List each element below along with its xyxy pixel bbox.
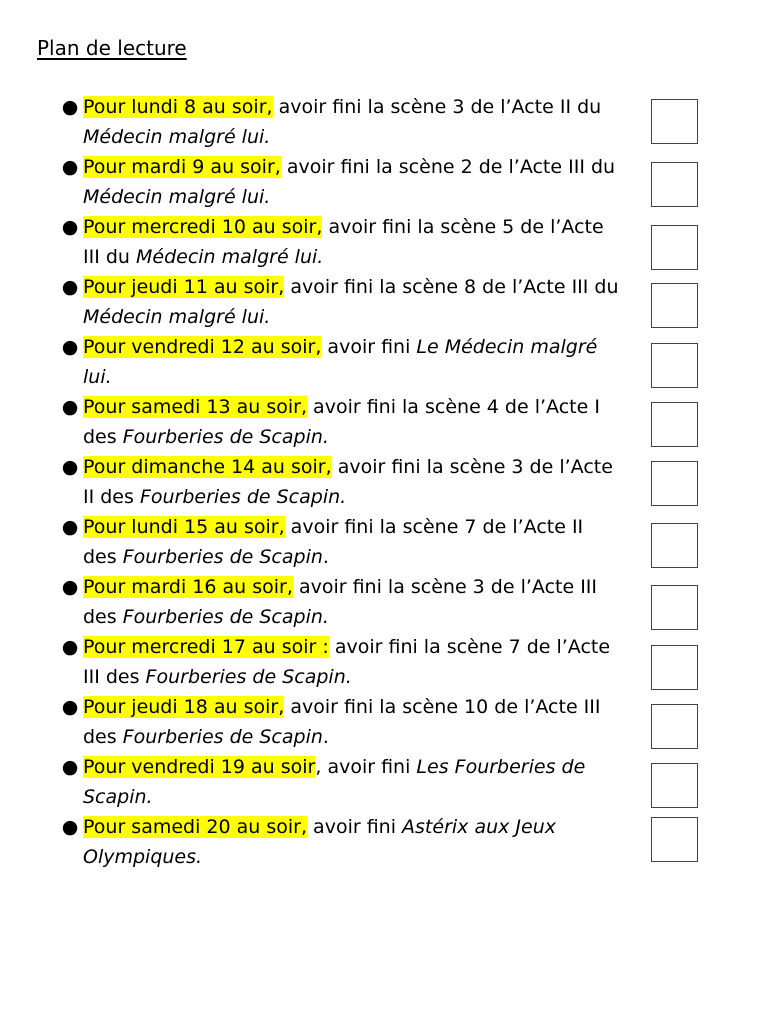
- item-task: avoir fini la scène 3 de l’Acte II des: [83, 456, 613, 508]
- item-title: Astérix aux Jeux Olympiques.: [83, 816, 556, 868]
- bullet-icon: ●: [61, 396, 79, 418]
- item-title: Fourberies de Scapin.: [139, 486, 347, 508]
- item-title: Fourberies de Scapin.: [145, 666, 352, 688]
- list-item: [60, 452, 620, 512]
- item-text: [83, 452, 620, 512]
- item-title: Médecin malgré lui.: [83, 186, 271, 208]
- item-task: avoir fini la scène 5 de l’Acte III du: [83, 216, 604, 268]
- item-task: avoir fini la scène 4 de l’Acte I des: [83, 396, 600, 448]
- item-text: [83, 812, 620, 872]
- bullet-icon: ●: [61, 336, 79, 358]
- item-date: Pour mardi 9 au soir,: [83, 156, 281, 178]
- bullet-icon: ●: [61, 216, 79, 238]
- item-date: Pour mercredi 17 au soir :: [83, 636, 329, 658]
- item-title: Fourberies de Scapin: [122, 546, 323, 568]
- bullet-icon: ●: [61, 756, 79, 778]
- list-item: [60, 512, 620, 572]
- item-text: [83, 632, 620, 692]
- bullet-icon: ●: [61, 276, 79, 298]
- item-task: avoir fini la scène 7 de l’Acte II des: [83, 516, 584, 568]
- item-task: avoir fini la scène 8 de l’Acte III du: [284, 276, 619, 298]
- page-title: Plan de lecture: [37, 36, 187, 60]
- item-date: Pour jeudi 11 au soir,: [83, 276, 285, 298]
- item-text: [83, 392, 620, 452]
- list-item: [60, 332, 620, 392]
- item-title: Les Fourberies de Scapin.: [83, 756, 586, 808]
- bullet-icon: ●: [61, 636, 79, 658]
- list-item: [60, 812, 620, 872]
- checkbox[interactable]: [651, 585, 698, 630]
- list-item: [60, 392, 620, 452]
- item-task: avoir fini la scène 10 de l’Acte III des: [83, 696, 601, 748]
- item-text: [83, 152, 620, 212]
- item-suffix: .: [322, 546, 329, 568]
- item-title: Fourberies de Scapin: [122, 726, 323, 748]
- item-suffix: .: [322, 726, 329, 748]
- list-item: [60, 212, 620, 272]
- item-text: [83, 572, 620, 632]
- item-title: Fourberies de Scapin.: [122, 606, 329, 628]
- item-date: Pour lundi 15 au soir,: [83, 516, 285, 538]
- list-item: [60, 692, 620, 752]
- item-date: Pour mercredi 10 au soir,: [83, 216, 323, 238]
- bullet-icon: ●: [61, 96, 79, 118]
- item-date: Pour vendredi 12 au soir,: [83, 336, 322, 358]
- list-item: [60, 272, 620, 332]
- item-task: , avoir fini: [315, 756, 417, 778]
- item-title: Médecin malgré lui.: [136, 246, 324, 268]
- bullet-icon: ●: [61, 516, 79, 538]
- item-title: Le Médecin malgré lui.: [83, 336, 598, 388]
- list-item: [60, 632, 620, 692]
- item-task: avoir fini: [321, 336, 417, 358]
- item-date: Pour vendredi 19 au soir: [83, 756, 316, 778]
- item-date: Pour lundi 8 au soir,: [83, 96, 273, 118]
- item-date: Pour samedi 13 au soir,: [83, 396, 308, 418]
- checkbox[interactable]: [651, 99, 698, 144]
- list-item: [60, 152, 620, 212]
- checkbox[interactable]: [651, 343, 698, 388]
- checkbox[interactable]: [651, 704, 698, 749]
- bullet-icon: ●: [61, 816, 79, 838]
- item-text: [83, 332, 620, 392]
- item-text: [83, 512, 620, 572]
- item-date: Pour jeudi 18 au soir,: [83, 696, 285, 718]
- list-item: [60, 92, 620, 152]
- bullet-icon: ●: [61, 456, 79, 478]
- item-text: [83, 692, 620, 752]
- checkbox[interactable]: [651, 645, 698, 690]
- item-text: [83, 272, 620, 332]
- checkbox[interactable]: [651, 402, 698, 447]
- checkbox[interactable]: [651, 817, 698, 862]
- bullet-icon: ●: [61, 576, 79, 598]
- item-task: avoir fini: [307, 816, 403, 838]
- item-title: Médecin malgré lui.: [83, 306, 271, 328]
- list-item: [60, 572, 620, 632]
- bullet-icon: ●: [61, 696, 79, 718]
- item-date: Pour mardi 16 au soir,: [83, 576, 293, 598]
- item-task: avoir fini la scène 3 de l’Acte II du: [272, 96, 602, 118]
- item-date: Pour dimanche 14 au soir,: [83, 456, 332, 478]
- list-item: [60, 752, 620, 812]
- item-date: Pour samedi 20 au soir,: [83, 816, 308, 838]
- bullet-icon: ●: [61, 156, 79, 178]
- item-text: [83, 92, 620, 152]
- item-title: Médecin malgré lui.: [83, 126, 271, 148]
- checkbox[interactable]: [651, 162, 698, 207]
- checkbox[interactable]: [651, 461, 698, 506]
- item-title: Fourberies de Scapin.: [122, 426, 329, 448]
- checkbox[interactable]: [651, 283, 698, 328]
- checkbox[interactable]: [651, 225, 698, 270]
- item-text: [83, 752, 620, 812]
- item-task: avoir fini la scène 3 de l’Acte III des: [83, 576, 598, 628]
- item-text: [83, 212, 620, 272]
- checkbox[interactable]: [651, 523, 698, 568]
- item-task: avoir fini la scène 7 de l’Acte III des: [83, 636, 611, 688]
- item-task: avoir fini la scène 2 de l’Acte III du: [280, 156, 616, 178]
- checkbox[interactable]: [651, 763, 698, 808]
